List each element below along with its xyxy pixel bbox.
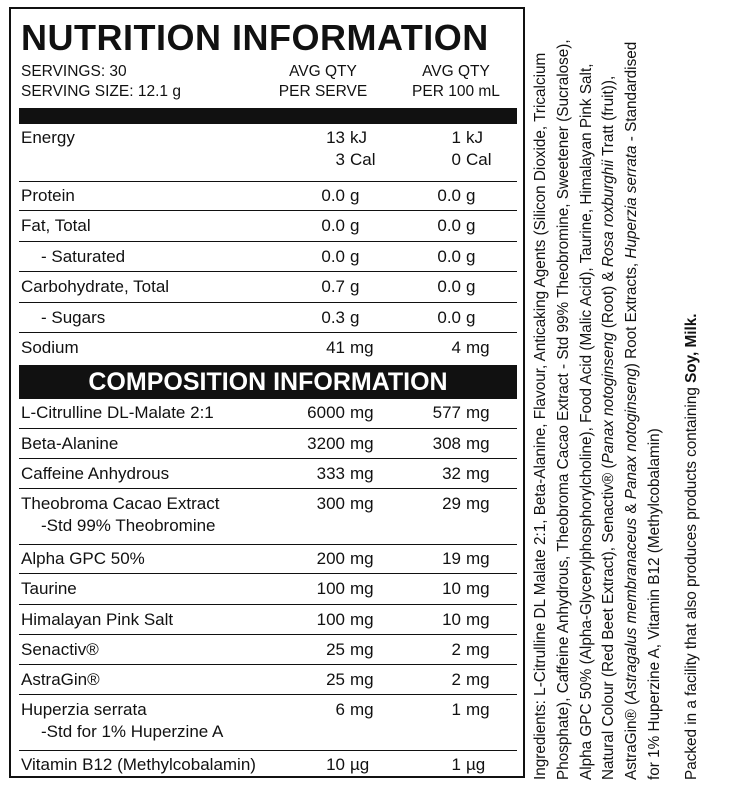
- panel-title: NUTRITION INFORMATION: [21, 17, 489, 58]
- composition-header-bar: [19, 365, 517, 399]
- per-100ml-value: 1: [451, 700, 461, 719]
- per-100ml-unit: g: [466, 186, 476, 205]
- composition-title: COMPOSITION INFORMATION: [88, 368, 448, 396]
- servings-text: SERVINGS: 30: [21, 63, 127, 80]
- per-serve-value: 3: [335, 150, 345, 169]
- composition-row: [19, 548, 517, 574]
- ingredient-sublabel: -Std for 1% Huperzine A: [41, 722, 224, 741]
- per-100ml-unit: mg: [466, 610, 490, 629]
- nutrient-label: Protein: [21, 186, 75, 205]
- per-serve-value: 200: [316, 549, 345, 568]
- per-serve-header-line2: PER SERVE: [278, 83, 368, 100]
- per-serve-unit: mg: [350, 338, 374, 357]
- per-serve-value: 0.3: [321, 308, 345, 327]
- per-serve-unit: mg: [350, 670, 374, 689]
- ingredient-label: Vitamin B12 (Methylcobalamin): [21, 755, 256, 774]
- per-serve-value: 6000: [307, 403, 345, 422]
- nutrient-label: Energy: [21, 128, 75, 147]
- nutrition-row: [19, 246, 517, 272]
- per-100ml-unit: mg: [466, 464, 490, 483]
- nutrient-label: - Saturated: [41, 247, 126, 266]
- per-100ml-value: 2: [451, 670, 461, 689]
- per-serve-value: 10: [326, 755, 345, 774]
- per-serve-unit: mg: [350, 403, 374, 422]
- per-100ml-value: 308: [432, 434, 461, 453]
- per-serve-unit: mg: [350, 700, 374, 719]
- composition-row: [19, 639, 517, 665]
- nutrition-row: [19, 185, 517, 211]
- per-serve-unit: kJ: [350, 128, 367, 147]
- composition-row: [19, 463, 517, 489]
- header-divider-bar: [19, 108, 517, 124]
- per-serve-value: 0.0: [321, 247, 345, 266]
- per-serve-value: 0.0: [321, 186, 345, 205]
- ingredient-label: Beta-Alanine: [21, 434, 119, 453]
- per-100ml-unit: mg: [466, 700, 490, 719]
- nutrition-row: [19, 307, 517, 333]
- per-serve-unit: µg: [350, 755, 370, 774]
- per-serve-value: 100: [316, 579, 345, 598]
- per-100ml-unit: mg: [466, 579, 490, 598]
- per-100ml-unit: kJ: [466, 128, 483, 147]
- per-serve-unit: mg: [350, 464, 374, 483]
- per-100ml-unit: g: [466, 308, 476, 327]
- per-100ml-value: 10: [442, 579, 461, 598]
- per-100ml-value: 0.0: [437, 308, 461, 327]
- per-100ml-unit: mg: [466, 403, 490, 422]
- ingredient-label: Theobroma Cacao Extract: [21, 494, 220, 513]
- composition-row: [19, 578, 517, 605]
- nutrition-panel: [9, 7, 525, 778]
- per-serve-value: 100: [316, 610, 345, 629]
- per-serve-value: 333: [316, 464, 345, 483]
- ingredient-label: Taurine: [21, 579, 77, 598]
- per-serve-value: 3200: [307, 434, 345, 453]
- per-serve-header: [277, 62, 369, 102]
- per-serve-value: 300: [316, 494, 345, 513]
- ingredient-label: Himalayan Pink Salt: [21, 610, 174, 629]
- per-100ml-value: 0.0: [437, 247, 461, 266]
- per-100ml-value: 577: [432, 403, 461, 422]
- ingredient-label: Alpha GPC 50%: [21, 549, 145, 568]
- nutrition-row: [19, 215, 517, 242]
- per-100ml-unit: mg: [466, 640, 490, 659]
- per-100ml-value: 29: [442, 494, 461, 513]
- per-100ml-unit: mg: [466, 338, 490, 357]
- per-100ml-value: 10: [442, 610, 461, 629]
- per-100ml-unit: mg: [466, 434, 490, 453]
- per-serve-unit: mg: [350, 494, 374, 513]
- per-100ml-unit: g: [466, 277, 476, 296]
- per-100ml-value: 0.0: [437, 216, 461, 235]
- per-100ml-unit: g: [466, 216, 476, 235]
- per-serve-unit: g: [350, 216, 360, 235]
- per-100ml-header-line2: PER 100 mL: [412, 83, 500, 100]
- per-100ml-value: 19: [442, 549, 461, 568]
- per-serve-unit: g: [350, 277, 360, 296]
- composition-row: [19, 669, 517, 695]
- per-serve-value: 25: [326, 640, 345, 659]
- ingredient-label: AstraGin®: [21, 670, 100, 689]
- per-100ml-value: 32: [442, 464, 461, 483]
- per-100ml-unit: g: [466, 247, 476, 266]
- per-100ml-unit: mg: [466, 494, 490, 513]
- per-serve-value: 41: [326, 338, 345, 357]
- ingredients-block: [530, 20, 750, 780]
- per-serve-unit: mg: [350, 640, 374, 659]
- ingredient-label: Huperzia serrata: [21, 700, 147, 719]
- per-100ml-value: 2: [451, 640, 461, 659]
- per-100ml-value: 0: [451, 150, 461, 169]
- per-100ml-value: 0.0: [437, 277, 461, 296]
- per-serve-unit: g: [350, 186, 360, 205]
- composition-row: [19, 699, 517, 751]
- composition-row: [19, 754, 517, 776]
- ingredient-label: Senactiv®: [21, 640, 99, 659]
- nutrition-row-energy: [19, 127, 517, 182]
- nutrient-label: Carbohydrate, Total: [21, 277, 170, 296]
- per-100ml-header-line1: AVG QTY: [422, 63, 490, 80]
- nutrition-row: [19, 337, 517, 363]
- nutrient-label: Sodium: [21, 338, 79, 357]
- per-serve-unit: g: [350, 247, 360, 266]
- per-serve-unit: mg: [350, 579, 374, 598]
- per-serve-value: 25: [326, 670, 345, 689]
- per-serve-unit: mg: [350, 610, 374, 629]
- per-100ml-value: 1: [451, 128, 461, 147]
- composition-row: [19, 493, 517, 545]
- nutrition-row: [19, 276, 517, 303]
- per-100ml-unit: Cal: [466, 150, 492, 169]
- composition-row: [19, 402, 517, 429]
- allergen-statement: Packed in a facility that also produces products containing Soy, Milk.: [682, 313, 700, 780]
- nutrient-label: Fat, Total: [21, 216, 91, 235]
- composition-row: [19, 609, 517, 635]
- ingredient-label: L-Citrulline DL-Malate 2:1: [21, 403, 214, 422]
- serving-size-text: SERVING SIZE: 12.1 g: [21, 83, 181, 100]
- per-100ml-value: 4: [451, 338, 461, 357]
- nutrient-label: - Sugars: [41, 308, 106, 327]
- ingredients-text: Ingredients: L-Citrulline DL Malate 2:1, Beta-Alanine, Flavour, Anticaking Agents (Silicon Dioxide, Tricalcium Phosphate), Caffeine Anhydrous, Theobroma Cacao Extract - Std 99% Theobromine, Sweetener (Sucralose), Alpha GPC 50% (Alpha-Glycerylphosphorylcholine), Food Acid (Malic Acid), Taurine, Himalayan Pink Salt, Natural Colour (Red Beet Extract), Senactiv® (Panax notoginseng (Root) & Rosa roxburghii Tratt (fruit)), AstraGin® (Astragalus membranaceus & Panax notoginseng) Root Extracts, Huperzia serrata - Standardised for 1% Huperzine A, Vitamin B12 (Methylcobalamin): [532, 39, 663, 780]
- per-100ml-unit: µg: [466, 755, 486, 774]
- per-serve-unit: mg: [350, 434, 374, 453]
- per-100ml-value: 0.0: [437, 186, 461, 205]
- per-serve-unit: Cal: [350, 150, 376, 169]
- per-serve-unit: g: [350, 308, 360, 327]
- per-100ml-unit: mg: [466, 670, 490, 689]
- composition-row: [19, 433, 517, 459]
- ingredient-sublabel: -Std 99% Theobromine: [41, 516, 216, 535]
- per-serve-value: 0.7: [321, 277, 345, 296]
- serving-info: [21, 62, 181, 102]
- per-serve-value: 6: [335, 700, 345, 719]
- per-serve-header-line1: AVG QTY: [289, 63, 357, 80]
- per-serve-value: 13: [326, 128, 345, 147]
- per-serve-value: 0.0: [321, 216, 345, 235]
- per-100ml-value: 1: [451, 755, 461, 774]
- per-serve-unit: mg: [350, 549, 374, 568]
- per-100ml-unit: mg: [466, 549, 490, 568]
- ingredient-label: Caffeine Anhydrous: [21, 464, 170, 483]
- per-100ml-header: [403, 62, 509, 102]
